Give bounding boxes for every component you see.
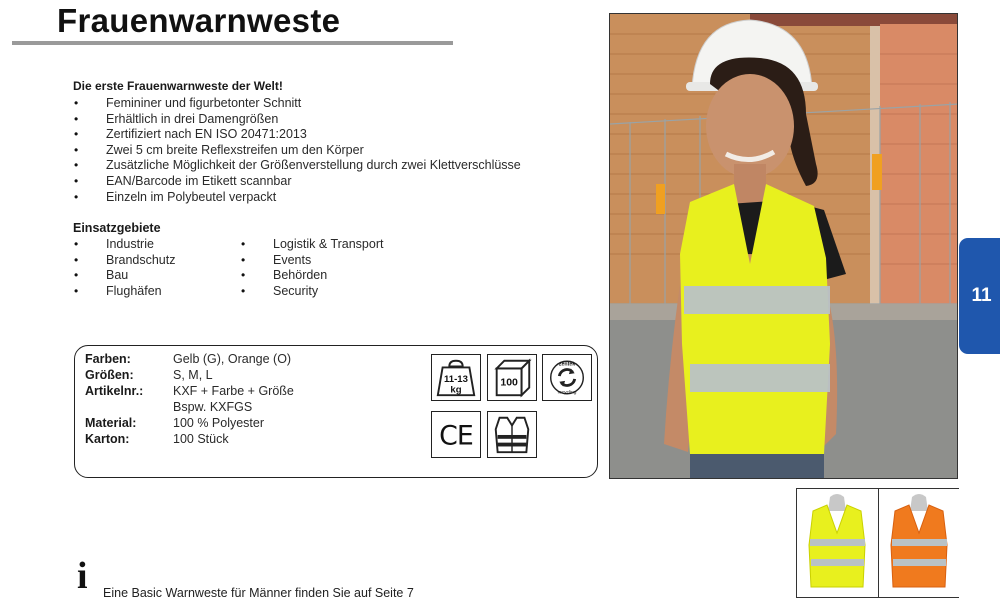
page-number-tab: 11	[959, 238, 1000, 354]
einsatz-item: • Flughäfen	[106, 284, 175, 300]
intro-headline: Die erste Frauenwarnweste der Welt!	[73, 79, 283, 93]
orange-vest-thumbnail	[878, 489, 959, 597]
info-icon: i	[77, 555, 88, 597]
einsatz-item: • Events	[273, 253, 383, 269]
spec-value: 100 Stück	[173, 432, 229, 446]
einsatz-item: • Logistik & Transport	[273, 237, 383, 253]
feature-item: • Femininer und figurbetonter Schnitt	[106, 96, 521, 112]
spec-label: Größen:	[85, 368, 134, 382]
safety-vest-icon	[487, 411, 537, 458]
spec-label: Karton:	[85, 432, 130, 446]
spec-value: KXF + Farbe + Größe	[173, 384, 294, 398]
spec-label: Material:	[85, 416, 137, 430]
recycling-label-bottom: recycling	[557, 390, 577, 396]
feature-list	[106, 96, 521, 205]
recycling-icon	[542, 354, 592, 401]
title-underline	[12, 41, 453, 45]
feature-item: • EAN/Barcode im Etikett scannbar	[106, 174, 521, 190]
ce-mark-text: CE	[439, 420, 473, 452]
einsatz-item: • Behörden	[273, 268, 383, 284]
carton-box-icon	[487, 354, 537, 401]
weight-range: 11-13	[444, 373, 468, 385]
page-title: Frauenwarnweste	[57, 2, 341, 39]
einsatz-item: • Brandschutz	[106, 253, 175, 269]
spec-value: Gelb (G), Orange (O)	[173, 352, 292, 366]
feature-item: • Einzeln im Polybeutel verpackt	[106, 190, 521, 206]
einsatzgebiete-heading: Einsatzgebiete	[73, 221, 161, 235]
carton-quantity: 100	[500, 376, 518, 389]
einsatz-item: • Security	[273, 284, 383, 300]
recycling-label-top: zentek	[558, 361, 576, 368]
spec-value: Bspw. KXFGS	[173, 400, 253, 414]
weight-unit: kg	[450, 384, 462, 396]
feature-item: • Zertifiziert nach EN ISO 20471:2013	[106, 127, 521, 143]
feature-item: • Erhältlich in drei Damengrößen	[106, 112, 521, 128]
ce-mark-icon	[431, 411, 481, 458]
feature-item: • Zwei 5 cm breite Reflexstreifen um den Körper	[106, 143, 521, 159]
color-variants	[796, 488, 959, 598]
weight-icon	[431, 354, 481, 401]
spec-value: S, M, L	[173, 368, 213, 382]
footnote-text: Eine Basic Warnweste für Männer finden Sie auf Seite 7	[103, 586, 414, 600]
einsatz-item: • Industrie	[106, 237, 175, 253]
product-photo	[609, 13, 958, 479]
feature-item: • Zusätzliche Möglichkeit der Größenverstellung durch zwei Klettverschlüsse	[106, 158, 521, 174]
einsatz-list-left	[106, 237, 175, 299]
spec-label: Farben:	[85, 352, 131, 366]
spec-value: 100 % Polyester	[173, 416, 265, 430]
spec-label: Artikelnr.:	[85, 384, 144, 398]
einsatz-list-right	[273, 237, 383, 299]
einsatz-item: • Bau	[106, 268, 175, 284]
yellow-vest-thumbnail	[797, 489, 877, 597]
